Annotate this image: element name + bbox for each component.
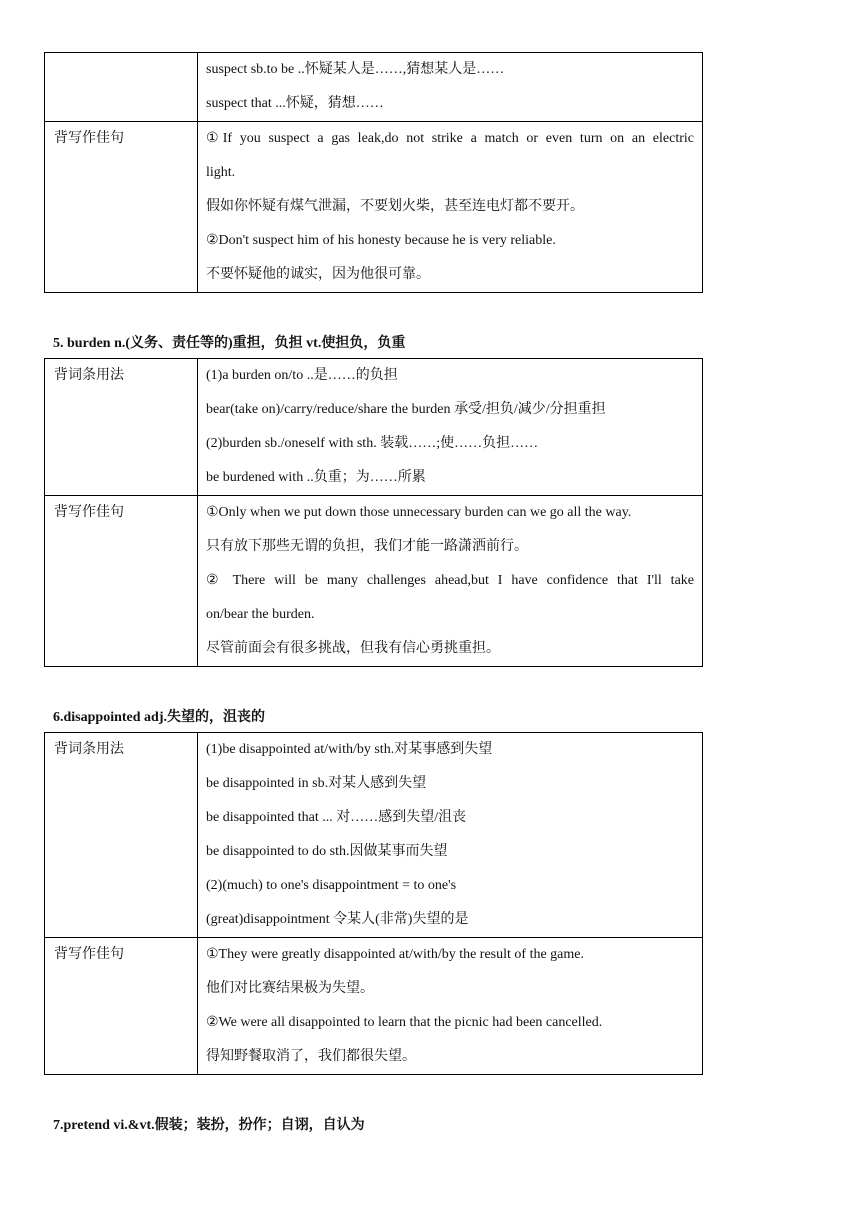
text-line: be disappointed that ... 对……感到失望/沮丧	[206, 810, 467, 825]
text-line: 他们对比赛结果极为失望。	[206, 981, 374, 996]
row-label-cell	[45, 53, 198, 122]
text-line: 不要怀疑他的诚实，因为他很可靠。	[206, 267, 430, 282]
table-row	[45, 938, 703, 1075]
text-line: ②We were all disappointed to learn that the picnic had been cancelled.	[206, 1015, 603, 1030]
text-line: ①If you suspect a gas leak,do not strike a match or even turn on an electric	[206, 131, 694, 146]
text-line: (1)be disappointed at/with/by sth.对某事感到失望	[206, 742, 493, 757]
text-line: (2)(much) to one's disappointment = to one's	[206, 878, 457, 893]
text-line: 得知野餐取消了，我们都很失望。	[206, 1049, 416, 1064]
text-line: on/bear the burden.	[206, 607, 315, 622]
row-content-cell	[198, 733, 703, 938]
row-content-cell	[198, 496, 703, 667]
text-line: be burdened with ..负重；为……所累	[206, 470, 426, 485]
text-line: light.	[206, 165, 236, 180]
text-line: ①They were greatly disappointed at/with/by the result of the game.	[206, 947, 584, 962]
row-label-cell: 背写作佳句	[45, 938, 198, 1075]
text-line: ②Don't suspect him of his honesty because he is very reliable.	[206, 233, 556, 248]
text-line: bear(take on)/carry/reduce/share the burden 承受/担负/减少/分担重担	[206, 402, 606, 417]
table-row	[45, 359, 703, 496]
text-line: suspect that ...怀疑，猜想……	[206, 96, 384, 111]
table-row	[45, 496, 703, 667]
row-label-cell: 背写作佳句	[45, 122, 198, 293]
row-content-cell	[198, 359, 703, 496]
usage-table-disappointed	[44, 732, 703, 1075]
text-line: 假如你怀疑有煤气泄漏，不要划火柴，甚至连电灯都不要开。	[206, 199, 584, 214]
text-line: be disappointed to do sth.因做某事而失望	[206, 844, 448, 859]
text-line: (1)a burden on/to ..是……的负担	[206, 368, 398, 383]
text-line: suspect sb.to be ..怀疑某人是……,猜想某人是……	[206, 62, 505, 77]
table-row	[45, 53, 703, 122]
section-heading-disappointed: 6.disappointed adj.失望的，沮丧的	[53, 710, 265, 725]
text-line: be disappointed in sb.对某人感到失望	[206, 776, 427, 791]
row-label-cell: 背写作佳句	[45, 496, 198, 667]
section-heading-burden: 5. burden n.(义务、责任等的)重担，负担 vt.使担负，负重	[53, 336, 406, 351]
table-row	[45, 122, 703, 293]
text-line: 只有放下那些无谓的负担，我们才能一路潇洒前行。	[206, 539, 528, 554]
row-content-cell	[198, 122, 703, 293]
text-line: ①Only when we put down those unnecessary burden can we go all the way.	[206, 505, 632, 520]
row-label-cell: 背词条用法	[45, 733, 198, 938]
text-line: 尽管前面会有很多挑战，但我有信心勇挑重担。	[206, 641, 500, 656]
row-content-cell	[198, 53, 703, 122]
text-line: ② There will be many challenges ahead,but I have confidence that I'll take	[206, 573, 694, 588]
text-line: (great)disappointment 令某人(非常)失望的是	[206, 912, 469, 927]
row-content-cell	[198, 938, 703, 1075]
text-line: (2)burden sb./oneself with sth. 装载……;使……负担……	[206, 436, 539, 451]
section-heading-pretend: 7.pretend vi.&vt.假装；装扮，扮作；自诩，自认为	[53, 1118, 365, 1133]
table-row	[45, 733, 703, 938]
usage-table-suspect	[44, 52, 703, 293]
usage-table-burden	[44, 358, 703, 667]
row-label-cell: 背词条用法	[45, 359, 198, 496]
